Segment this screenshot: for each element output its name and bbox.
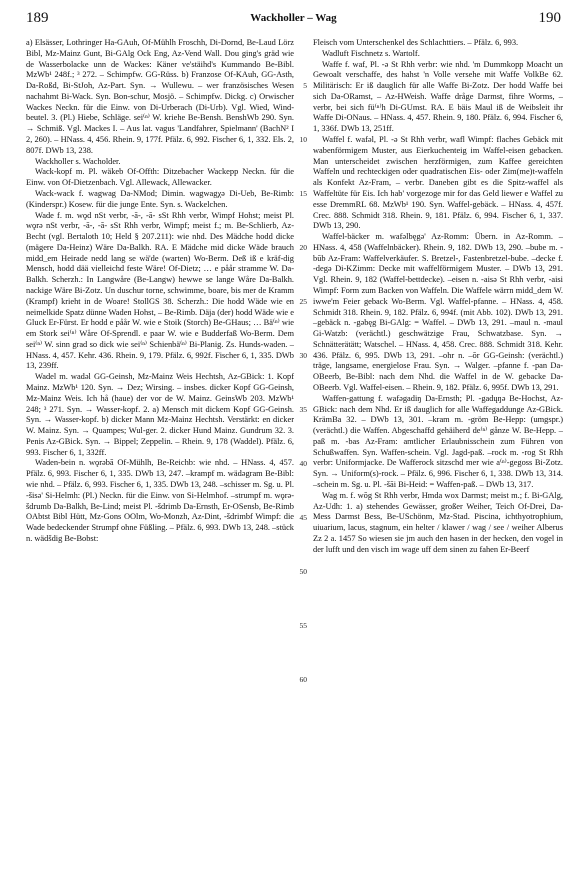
page-number-right: 190 — [538, 10, 561, 26]
entry-wackes-senses: a) Elsässer, Lothringer Ha-GAuh, Of-Mühlh Froschh, Di-Dornd, Be-Laud Lörz Bibl, Mz-Mainz Gunt, Bi-GAlg Ock Eng, Az-Vend Wall. Dou ging's gräd wie de Wasserbolacke unn de Wackes: Käner ve'stäihd's Kummando Be-Bibl. MzWb¹ 248f.; ³ 272. – Schimpfw. GG-Rüss. b) Franzose Of-KAuh, GG-Asth, Da-Roßd, Bi-StJoh, Az-Part. Syn. → Wullewu. – wer französisches Wesen nachahmt Bi-Wack. Syn. Bon-schur, Mosjö. – Schimpfw. Dickg. c) Orwischer Wackes Neckn. für die Einw. von Di-Urberach (Di-Urb). Vgl. Wied, Wind-beutel. 3. (Pl.) Hiebe, Schläge. sei⁽ⁿ⁾ W. kriehe Be-Bensh. BenshWb 290. Syn. → Schmiß. Vgl. Mackes I. – Aus lat. vagus 'Landfahrer, Spielmann' (BachN² I 2, 260). – HNass. 4, 456. Rhein. 9, 177f. Pfälz. 6, 992. Fischer 6, 1, 332. Els. 2, 807f. DWb 13, 238. — [26, 38, 294, 155]
page-number-left: 189 — [26, 10, 49, 26]
line-number: 30 — [299, 351, 307, 360]
entry-wadluft: Wadluft Fischnetz s. Wartolf. — [322, 48, 420, 58]
page-header — [26, 10, 561, 32]
entry-waffel-baecker: Waffel-bäcker m. wafəlbęgə' Az-Romm: Übern. in Az-Romm. – HNass. 4, 458 (Waffelnbäcker). Rhein. 9, 182. DWb 13, 290. –bube m. -būb Az-Fram: Waffelverkäufer. S. Bretzel-, Fastenbretzel-bube. –decke f. -degə Di-KZimm: Decke mit waffelförmigem Muster. – DWb 13, 291. Vgl. Rhein. 9, 182 (Waffel-bettdecke). –eisen n. -aisə St Rhh verbr, -aisi Wimpf: Form zum Backen von Waffeln. Die Waffele wärrn midd_dem W. iwwe'm Feier geback Wo-Berm. Vgl. Waffel-pfanne. – HNass. 4, 458. Schmidt 318. Rhein. 9, 182. Pfälz. 6, 994f. (mit Abb. 102). DWb 13, 291. –gebäck n. -gəbęg Bi-GAlg: = Waffel. – DWb 13, 291. –maul n. -maul Gi-Watzb: (verächtl.) geschwätzige Frau, Schwatzbase. Syn. → Schnätterätätt; Watschel. – HNass. 4, 458. Crec. 888. Schmidt 318. Kehr. 436. Pfälz. 6, 995. DWb 13, 291. –ohr n. –ōr GG-Geinsh: (verächtl.) träge, langsame, energielose Frau. Syn. → Walger. –pfanne f. -pan Da-OBeerb, Be-Bibl: nach dem Nhd. die Waffel in de W. gebacke Da-OBeerb. Vgl. Waffel-eisen. – Rhein. 9, 182. Pfälz. 6, 995f. DWb 13, 291. — [313, 232, 563, 392]
line-number: 45 — [299, 513, 307, 522]
line-number: 5 — [303, 81, 307, 90]
entry-wack-kopf: Wack-kopf m. Pl. wäkeb Of-Offth: Ditzebacher Wackepp Neckn. für die Einw. von Of-Dietzenbach. Vgl. Allewack, Allewacker. — [26, 167, 294, 188]
entry-wadel: Wadel m. wadəl GG-Geinsh, Mz-Mainz Weis Hechtsh, Az-GBick: 1. Kopf Mainz. MzWb¹ 120. Syn. → Dez; Wirsing. – insbes. dicker Kopf GG-Geinsh, Mz-Mainz Weis. Ich hå (haue) der vor de W. Mainz. GeinsWb 203. MzWb¹ 248; ³ 271. Syn. → Wasser-kopf. 2. a) Mensch mit dickem Kopf GG-Geinsh. Syn. → Wasser-kopf. b) dicker Mann Mz-Mainz Hechtsh. Verstärkt: en dicker W. Mainz. Syn. → Quampes; Wul-ger. 2. dicker Hund Mainz. Gundrum 32. 3. Penis Az-GBick. Syn. → Bippel; Zeppelin. – Rhein. 9, 178 (Waddel). Pfälz. 6, 993. Fischer 6, 1, 332ff. — [26, 372, 294, 457]
line-number: 40 — [299, 459, 307, 468]
line-number: 15 — [299, 189, 307, 198]
entry-wade: Wade f. m. wǫd nSt verbr, -ā-, -ā- sSt Rhh verbr, Wimpf Hohst; meist Pl. wǫrə nSt verbr, -ā-, -ā- sSt Rhh verbr, Wimpf; meist f.; m. Be-Schlierb, Az-Becht (vgl. Bertaloth 10; Held § 207.211): wie nhd. Des Mädche hodd dicke (mägere Da-Heinz) Wäre Da-Balkh. RA. E Mädche mid dicke Wäde brauch midd_em Heirade nedd lang se wä'de (warten) Wo-Berm. Deß iß e kräf-dig Mensch, hodd dää vielleichd feste Wäre! Of-Dietz; … e påår stramme W. Da-Balkh. Scherzh.: In Langwåre (Be-Langw) hewwe se lange Wåre Da-Balkh. nackige Wäre Bi-Zotz. Un duschur torne, schwimme, boare, bis mer de Kramm (Krampf) krieht in de Woare! StollGS 38. Scherzh.: Die hodd Wäde wie en neimelkide Spatz dünne Waden Hohst, – Be-Rimb. Däja (der) hodd Wäde wie e Gluck Er-Fürst. Er hodd e påår W. wie e Stoik (Storch) Be-GHaus; … Bä⁽ⁿ⁾ wie em Stork sei⁽ⁿ⁾ Wåre Of-Sprendl. e paar W. wie e Budderfaß Wo-Berm. Dem sei⁽ⁿ⁾ W. sinn grad so dick wie sei⁽ⁿ⁾ Schienbä⁽ⁿ⁾ Bi-Planig. Zs. Hunds-waden. – HNass. 4, 457. Kehr. 436. Rhein. 9, 179. Pfälz. 6, 992f. Fischer 6, 1, 335. DWb 13, 239ff. — [26, 210, 294, 371]
line-number: 20 — [299, 243, 307, 252]
entry-waffe: Waffe f. waf, Pl. -ə St Rhh verbr: wie nhd. 'm Dummkopp Moacht un Gewoalt verschaffe, des hahst 'n Volle versehe mit Waffe VolkBe 62. Militärisch: Er iß dauglich für alle Waffe Bi-Zotz. Der hodd Waffe bei sich Da-ORamst, – Az-HWeish. Waffe dråge Darmst, fihre Worms, – verbr, bei sich fü⁽ⁿ⁾h Di-GUmst. RA. E bäis Maul iß de Weibsleit ihr Waffe Di-ONaus. – HNass. 4, 457. Rhein. 9, 180. Pfälz. 6, 994. Fischer 6, 1, 336f. DWb 13, 251ff. — [313, 59, 563, 134]
entry-wack-wack: Wack-wack f. wagwag Da-NMod; Dimin. wagwagχə Di-Ueb, Be-Rimb: (Kinderspr.) Kosew. für die junge Ente. Syn. s. Wackelchen. — [26, 188, 294, 209]
line-number: 60 — [299, 675, 307, 684]
line-number: 55 — [299, 621, 307, 630]
running-head: Wackholler – Wag — [250, 12, 337, 24]
left-column — [26, 38, 294, 545]
entry-waden-bein: Waden-bein n. wǫrəbā Of-Mühlh, Be-Reichb: wie nhd. – HNass. 4, 457. Pfälz. 6, 993. Fischer 6, 1, 335. DWb 13, 247. –krampf m. wädəgram Be-Bibl: wie nhd. – Pfälz. 6, 993. Fischer 6, 1, 335. DWb 13, 248. –schisser m. Sg. u. Pl. -šisə' Si-Helmh: (Pl.) Neckn. für die Einw. von Si-Helmhof. –strumpf m. wǫrə-šdrumb Da-Balkh, Be-Lind; meist Pl. -šdrimb Da-Ernsth, Er-OSensb, Be-Rimb OAbtst Bibl Hütt, Mz-Gons OOlm, Wo-Monzh, Az-Dint, -šdrimbf Wimpf: die Wade bedeckender Strumpf ohne Füßling. – Pfälz. 6, 993. DWb 13, 248. –stück n. wädšdig Be-Bobst: — [26, 458, 294, 543]
line-number: 10 — [299, 135, 307, 144]
entry-wag: Wag m. f. wōg St Rhh verbr, Hmda wox Darmst; meist m.; f. Bi-GAlg, Az-Udh: 1. a) stehendes Gewässer, großer Weiher, Teich Of-Drei, Da-Mess Darmst Bess, Be-USchönm, Mz-Stad. Piscina, ichthyotrophium, uiuarium, lacus, stagnum, ein helter / klawer / wag / see / weiher Alberus Zz 2 a. 1457 So wiesen sie jm auch den hasen in der hecken, den vogel in der lufft und den visch im wage uff dem sinen zu fahen Er-Beerf — [313, 490, 563, 554]
line-number: 35 — [299, 405, 307, 414]
line-number: 50 — [299, 567, 307, 576]
entry-waffel: Waffel f. wafəl, Pl. -ə St Rhh verbr, wafl Wimpf: flaches Gebäck mit wabenförmigem Muster, aus Eierkuchenteig im Waffel-eisen gebacken. Man unterscheidet zwischen herzförmigen, zum Kaffee gereichten Waffeln und rechteckigen oder quadratischen Eis- oder Zim(me)t-waffeln als Konfekt Az-Fram, – verbr. Daneben gibt es die Spitz-waffel als Waffeltüte für Eis. Ich hab' vorgezoge mir for das Geld liewer e Waffel zu esse DremmRL 68. MzWb¹ 190. Syn. Waffel-gebäck. – HNass. 4, 457f. Crec. 888. Schmidt 318. Rhein. 9, 181. Pfälz. 6, 994. Fischer 6, 1, 337. DWb 13, 290. — [313, 135, 563, 231]
entry-waffen-gattung: Waffen-gattung f. wafəgadiŋ Da-Ernsth; Pl. -gadųŋə Be-Hochst, Az-GBick: nach dem Nhd. Er iß dauglich for alle Waffegaddunge Az-GBick. KrämBa 32. – DWb 13, 301. –kram m. -gröm Be-Hepp: (umgspr.) (verächtl.) die Waffen. Abgeschaffd gehäiherd de⁽ⁿ⁾ gånze W. Be-Hepp. –paß m. -bas Az-Fram: amtlicher Erlaubnisschein zum Führen von Schußwaffen. Syn. Waffen-schein. Vgl. Jagd-paß. –rock m. -rog St Rhh verbr: Uniformjacke. De Wafferock sitzschd mer wie a⁽ⁿ⁾-gegoss Bi-Zotz. Syn. → Uniform(s)-rock. – Pfälz. 6, 996. Fischer 6, 1, 338. DWb 13, 314. –schein m. Sg. u. Pl. -šāi Bi-Heid: = Waffen-paß. – DWb 13, 317. — [313, 393, 563, 490]
entry-wade-stueck-continued: Fleisch vom Unterschenkel des Schlachttiers. – Pfälz. 6, 993. — [313, 38, 519, 47]
right-column — [313, 38, 563, 556]
line-number: 25 — [299, 297, 307, 306]
entry-wackholler: Wackholler s. Wacholder. — [35, 156, 121, 166]
